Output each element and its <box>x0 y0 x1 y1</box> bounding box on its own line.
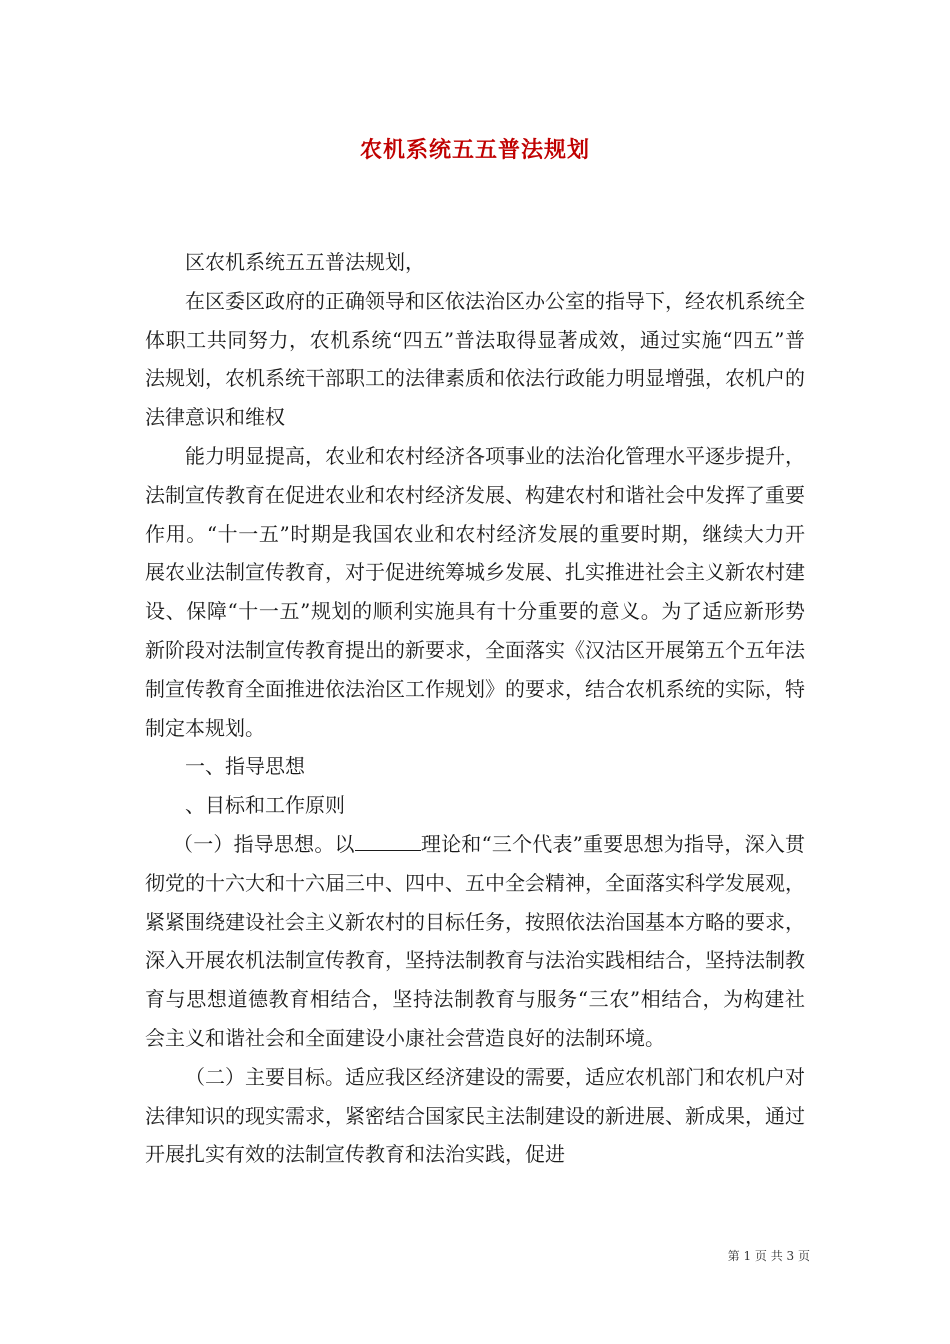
guiding-prefix: （一）指导思想。以 <box>173 831 355 856</box>
paragraph-guiding-thought <box>145 825 805 1058</box>
document-title: 农机系统五五普法规划 <box>359 137 590 163</box>
paragraph-main-goals: （二）主要目标。适应我区经济建设的需要，适应农机部门和农机户对法律知识的现实需求，紧密结合国家民主法制建设的新进展、新成果，通过开展扎实有效的法制宣传教育和法治实践，促进 <box>145 1064 805 1167</box>
blank-underline <box>355 834 421 851</box>
guiding-rest: 理论和“三个代表”重要思想为指导，深入贯彻党的十六大和十六届三中、四中、五中全会精神，全面落实科学发展观，紧紧围绕建设社会主义新农村的目标任务，按照依法治国基本方略的要求，深入开展农机法制宣传教育，坚持法制教育与法治实践相结合，坚持法制教育与思想道德教育相结合，坚持法制教育与服务“三农”相结合，为构建社会主义和谐社会和全面建设小康社会营造良好的法制环境。 <box>145 831 806 1050</box>
document-body <box>145 243 805 1174</box>
section-heading-goals: 、目标和工作原则 <box>185 793 345 818</box>
paragraph-background: 能力明显提高，农业和农村经济各项事业的法治化管理水平逐步提升，法制宣传教育在促进农业和农村经济发展、构建农村和谐社会中发挥了重要作用。“十一五”时期是我国农业和农村经济发展的重要时期，继续大力开展农业法制宣传教育，对于促进统筹城乡发展、扎实推进社会主义新农村建设、保障“十一五”规划的顺利实施具有十分重要的意义。为了适应新形势新阶段对法制宣传教育提出的新要求，全面落实《汉沽区开展第五个五年法制宣传教育全面推进依法治区工作规划》的要求，结合农机系统的实际，特制定本规划。 <box>145 443 805 740</box>
paragraph-heading-line: 区农机系统五五普法规划， <box>185 250 425 274</box>
section-heading-guiding: 一、指导思想 <box>185 754 305 779</box>
page-number: 第 1 页 共 3 页 <box>727 1249 810 1263</box>
paragraph-intro: 在区委区政府的正确领导和区依法治区办公室的指导下，经农机系统全体职工共同努力，农机系统“四五”普法取得显著成效，通过实施“四五”普法规划，农机系统干部职工的法律素质和依法行政能力明显增强，农机户的法律意识和维权 <box>145 288 805 430</box>
